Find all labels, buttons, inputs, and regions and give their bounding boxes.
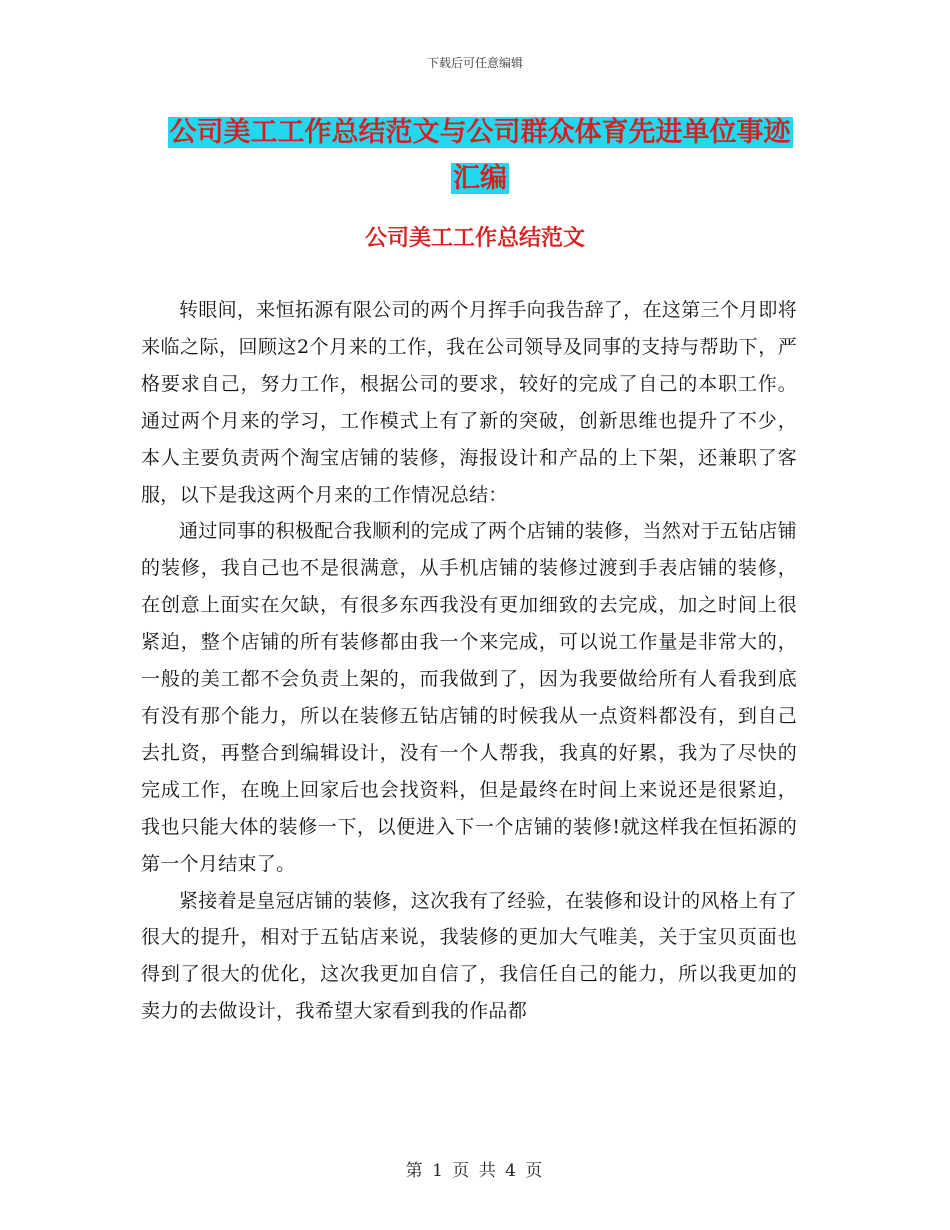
page-header-note: 下载后可任意编辑: [426, 56, 523, 70]
paragraph-3: 紧接着是皇冠店铺的装修，这次我有了经验，在装修和设计的风格上有了很大的提升，相对于五钻店来说，我装修的更加大气唯美，关于宝贝页面也得到了很大的优化，这次我更加自信了，我信任自己的能力，所以我更加的卖力的去做设计，我希望大家看到我的作品都: [141, 889, 797, 1023]
page-footer: 第 1 页 共 4 页: [405, 1161, 545, 1181]
paragraph-2: 通过同事的积极配合我顺利的完成了两个店铺的装修，当然对于五钻店铺的装修，我自己也不是很满意，从手机店铺的装修过渡到手表店铺的装修，在创意上面实在欠缺，有很多东西我没有更加细致的去完成，加之时间上很紧迫，整个店铺的所有装修都由我一个来完成，可以说工作量是非常大的，一般的美工都不会负责上架的，而我做到了，因为我要做给所有人看我到底有没有那个能力，所以在装修五钻店铺的时候我从一点资料都没有，到自己去扎资，再整合到编辑设计，没有一个人帮我，我真的好累，我为了尽快的完成工作，在晚上回家后也会找资料，但是最终在时间上来说还是很紧迫，我也只能大体的装修一下，以便进入下一个店铺的装修!就这样我在恒拓源的第一个月结束了。: [141, 520, 797, 875]
document-body: [141, 292, 797, 1030]
document-title: [150, 110, 810, 202]
document-title-line-1: 公司美工工作总结范文与公司群众体育先进单位事迹: [169, 117, 791, 148]
section-title: 公司美工工作总结范文: [364, 225, 585, 251]
document-title-line-2: 汇编: [453, 163, 507, 194]
paragraph-1: 转眼间，来恒拓源有限公司的两个月挥手向我告辞了，在这第三个月即将来临之际，回顾这2个月来的工作，我在公司领导及同事的支持与帮助下，严格要求自己，努力工作，根据公司的要求，较好的完成了自己的本职工作。通过两个月来的学习，工作模式上有了新的突破，创新思维也提升了不少，本人主要负责两个淘宝店铺的装修，海报设计和产品的上下架，还兼职了客服，以下是我这两个月来的工作情况总结：: [141, 299, 797, 506]
